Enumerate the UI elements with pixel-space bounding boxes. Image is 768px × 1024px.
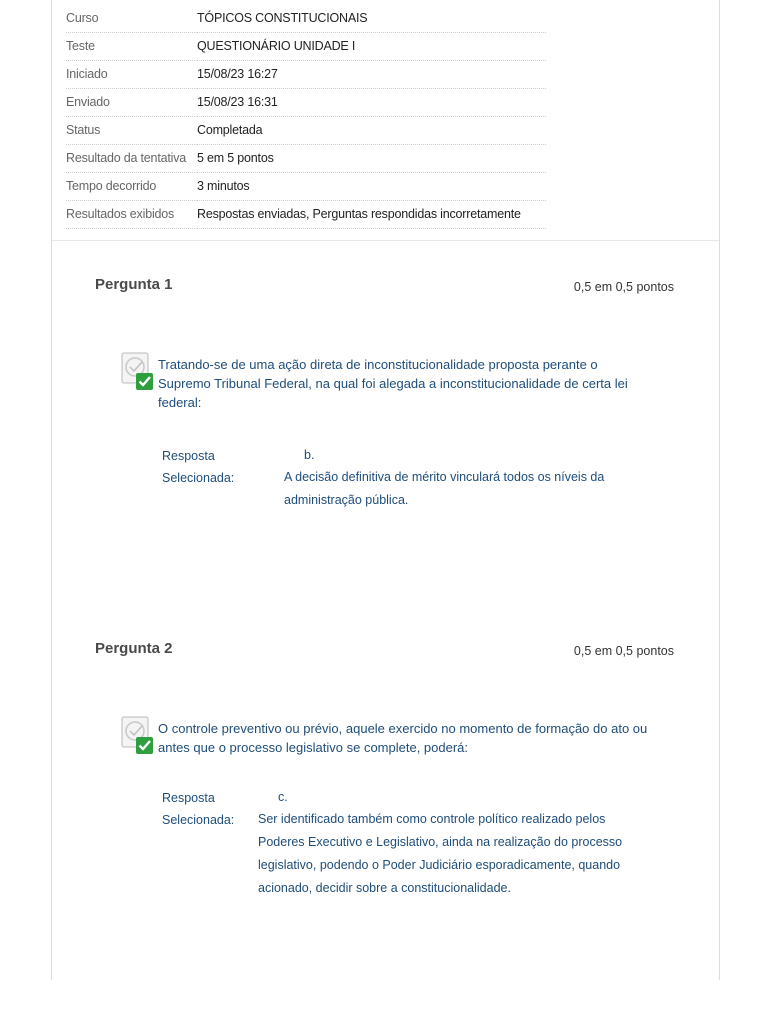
question-2 <box>52 640 719 960</box>
question-1 <box>52 276 719 606</box>
question-text: Tratando-se de uma ação direta de inconstitucionalidade proposta perante o Supremo Tribunal Federal, na qual foi alegada a inconstitucionalidade de certa lei federal: <box>158 357 628 410</box>
answer-label <box>162 447 252 487</box>
summary-row-result <box>66 144 546 172</box>
summary-value: 3 minutos <box>197 172 546 200</box>
question-title: Pergunta 2 <box>95 640 173 657</box>
summary-label: Resultado da tentativa <box>66 144 197 172</box>
answer-label <box>162 789 252 829</box>
summary-value: Respostas enviadas, Perguntas respondidas incorretamente <box>197 200 546 228</box>
content-panel <box>51 0 720 980</box>
summary-row-elapsed <box>66 172 546 200</box>
question-points: 0,5 em 0,5 pontos <box>573 644 674 658</box>
answer-label-line1: Resposta <box>162 791 215 805</box>
summary-value: TÓPICOS CONSTITUCIONAIS <box>197 4 546 32</box>
summary-row-status <box>66 116 546 144</box>
summary-label: Teste <box>66 32 197 60</box>
summary-label: Enviado <box>66 88 197 116</box>
selected-answer-letter: b. <box>304 448 315 462</box>
attempt-summary-table <box>66 4 546 229</box>
answer-label-line2: Selecionada: <box>162 471 235 485</box>
summary-row-started <box>66 60 546 88</box>
summary-label: Iniciado <box>66 60 197 88</box>
summary-label: Curso <box>66 4 197 32</box>
question-title: Pergunta 1 <box>95 276 173 293</box>
question-points: 0,5 em 0,5 pontos <box>573 280 674 294</box>
summary-row-displayed <box>66 200 546 228</box>
summary-value: QUESTIONÁRIO UNIDADE I <box>197 32 546 60</box>
answer-label-line2: Selecionada: <box>162 813 235 827</box>
selected-answer-letter: c. <box>278 790 288 804</box>
summary-row-test <box>66 32 546 60</box>
question-text: O controle preventivo ou prévio, aquele exercido no momento de formação do ato ou antes que o processo legislativo se complete, poderá: <box>158 721 648 755</box>
correct-check-icon <box>120 715 156 757</box>
answer-label-line1: Resposta <box>162 449 215 463</box>
selected-answer-text: Ser identificado também como controle político realizado pelos Poderes Executivo e Legislativo, ainda na realização do processo legislativo, podendo o Poder Judiciário esporadicamente, quando acionado, decidir sobre a constitucionalidade. <box>258 812 623 895</box>
summary-row-submitted <box>66 88 546 116</box>
summary-value: 15/08/23 16:27 <box>197 60 546 88</box>
selected-answer-text: A decisão definitiva de mérito vinculará todos os níveis da administração pública. <box>284 470 605 507</box>
summary-label: Tempo decorrido <box>66 172 197 200</box>
summary-label: Resultados exibidos <box>66 200 197 228</box>
summary-label: Status <box>66 116 197 144</box>
summary-value: Completada <box>197 116 546 144</box>
summary-row-course <box>66 4 546 32</box>
summary-value: 15/08/23 16:31 <box>197 88 546 116</box>
summary-value: 5 em 5 pontos <box>197 144 546 172</box>
correct-check-icon <box>120 351 156 393</box>
attempt-summary <box>52 0 719 241</box>
